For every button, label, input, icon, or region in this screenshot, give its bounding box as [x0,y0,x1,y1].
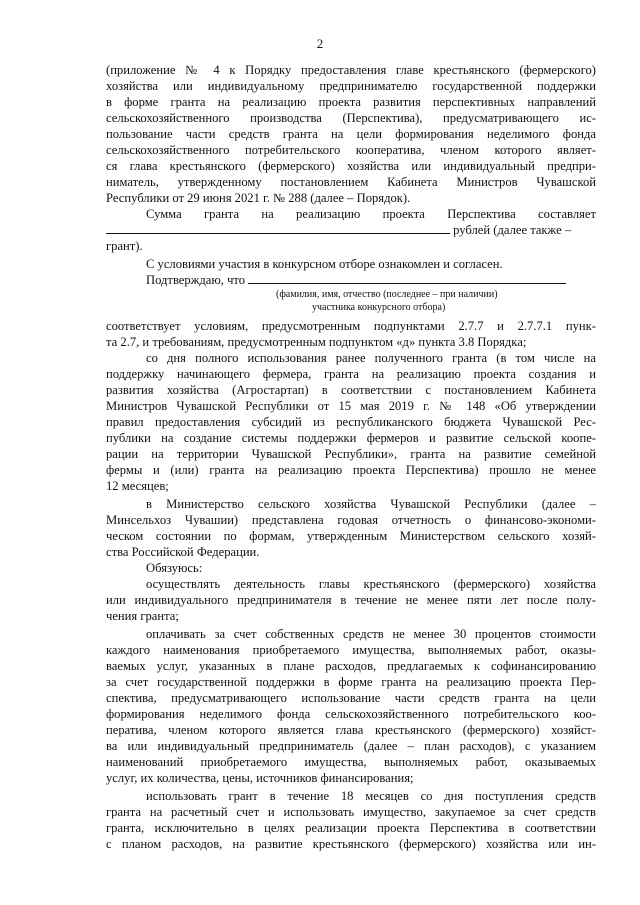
text-line: каждого наименования приобретаемого имущества, выполняемых работ, оказы- [106,643,596,657]
text-line: та 2.7, и требованиям, предусмотренным подпунктом «д» пункта 3.8 Порядка; [106,335,527,349]
text-line: сельскохозяйственного потребительского кооператива, членом которого являет- [106,143,596,157]
grant-sum-line: Сумма гранта на реализацию проекта Перспектива составляет [146,207,596,221]
text-line: формирования неделимого фонда сельскохозяйственного потребительского коо- [106,707,596,721]
text-fragment: рублей (далее также – [453,223,572,237]
text-line: правил предоставления субсидий из республиканского бюджета Чувашской Рес- [106,415,596,429]
text-line: грант). [106,239,143,253]
text-line: с планом расходов, на развитие крестьянского (фермерского) хозяйства или ин- [106,837,596,851]
text-line: со дня полного использования ранее полученного гранта (в том числе на [146,351,596,365]
text-line: ся глава крестьянского (фермерского) хозяйства или индивидуальный предпри- [106,159,596,173]
text-line: хозяйства или индивидуальному предпринимателю государственной поддержки [106,79,596,93]
text-line: Министров Чувашской Республики от 15 мая 2019 г. № 148 «Об утверждении [106,399,596,413]
text-line: использовать грант в течение 18 месяцев со дня поступления средств [146,789,596,803]
applicant-name-blank [248,272,566,284]
text-line: С условиями участия в конкурсном отборе ознакомлен и согласен. [146,257,503,271]
text-line: 12 месяцев; [106,479,169,493]
text-line: чения гранта; [106,609,179,623]
text-line: в форме гранта на реализацию проекта развития перспективных направлений [106,95,596,109]
text-line: или индивидуального предпринимателя в течение не менее пяти лет после полу- [106,593,596,607]
text-line: гранта на расчетный счет и использовать имущество, закупаемое за счет средств [106,805,596,819]
text-line: Республики от 29 июня 2021 г. № 288 (далее – Порядок). [106,191,411,205]
text-line: фермы и (или) гранта на реализацию проекта Перспектива) прошло не менее [106,463,596,477]
text-line: поддержку начинающего фермера, гранта на реализацию проекта создания и [106,367,596,381]
text-line: ператива, членом которого является глава крестьянского (фермерского) хозяйст- [106,723,596,737]
text-line: публики на создание системы поддержки фермеров и развитие сельской коопе- [106,431,596,445]
text-line: оплачивать за счет собственных средств не менее 30 процентов стоимости [146,627,596,641]
text-line: ства Российской Федерации. [106,545,260,559]
text-line: за счет государственной поддержки в форме гранта на реализацию проекта Пер- [106,675,596,689]
text-line: соответствует условиям, предусмотренным подпунктами 2.7.7 и 2.7.7.1 пунк- [106,319,596,333]
field-caption: (фамилия, имя, отчество (последнее – при наличии) [276,289,498,300]
text-line: гранта, исключительно в целях реализации проекта Перспектива в соответствии [106,821,596,835]
text-line: Обязуюсь: [146,561,203,575]
text-line: развития хозяйства (Агростартап) в соответствии с постановлением Кабинета [106,383,596,397]
text-line: услуг, их количества, цены, источников финансирования; [106,771,414,785]
text-line: спектива, предусматривающего использование части средств гранта на цели [106,691,596,705]
text-line: ниматель, утвержденному постановлением Кабинета Министров Чувашской [106,175,596,189]
grant-sum-field-line [106,222,596,238]
text-line: (приложение № 4 к Порядку предоставления главе крестьянского (фермерского) [106,63,596,77]
text-line: ческом состоянии по формам, утвержденным Министерством сельского хозяй- [106,529,596,543]
grant-sum-blank [106,222,450,234]
text-line: в Министерство сельского хозяйства Чувашской Республики (далее – [146,497,596,511]
text-line: осуществлять деятельность главы крестьянского (фермерского) хозяйства [146,577,596,591]
text-line: пользование части средств гранта на цели формирования неделимого фонда [106,127,596,141]
text-line: ва или индивидуальный предприниматель (далее – план расходов), с указанием [106,739,596,753]
text-line: сельскохозяйственного производства (Перспектива), предусматривающего ис- [106,111,596,125]
text-line: рации на территории Чувашской Республики», гранта на развитие семейной [106,447,596,461]
confirm-line [146,272,596,288]
text-fragment: Подтверждаю, что [146,273,246,287]
text-line: наименований приобретаемого имущества, выполняемых работ, оказываемых [106,755,596,769]
page-number: 2 [316,36,324,51]
text-line: Минсельхоз Чувашии) представлена годовая отчетность о финансово-экономи- [106,513,596,527]
field-caption: участника конкурсного отбора) [312,302,446,313]
text-line: ваемых услуг, указанных в плане расходов, предлагаемых к софинансированию [106,659,596,673]
